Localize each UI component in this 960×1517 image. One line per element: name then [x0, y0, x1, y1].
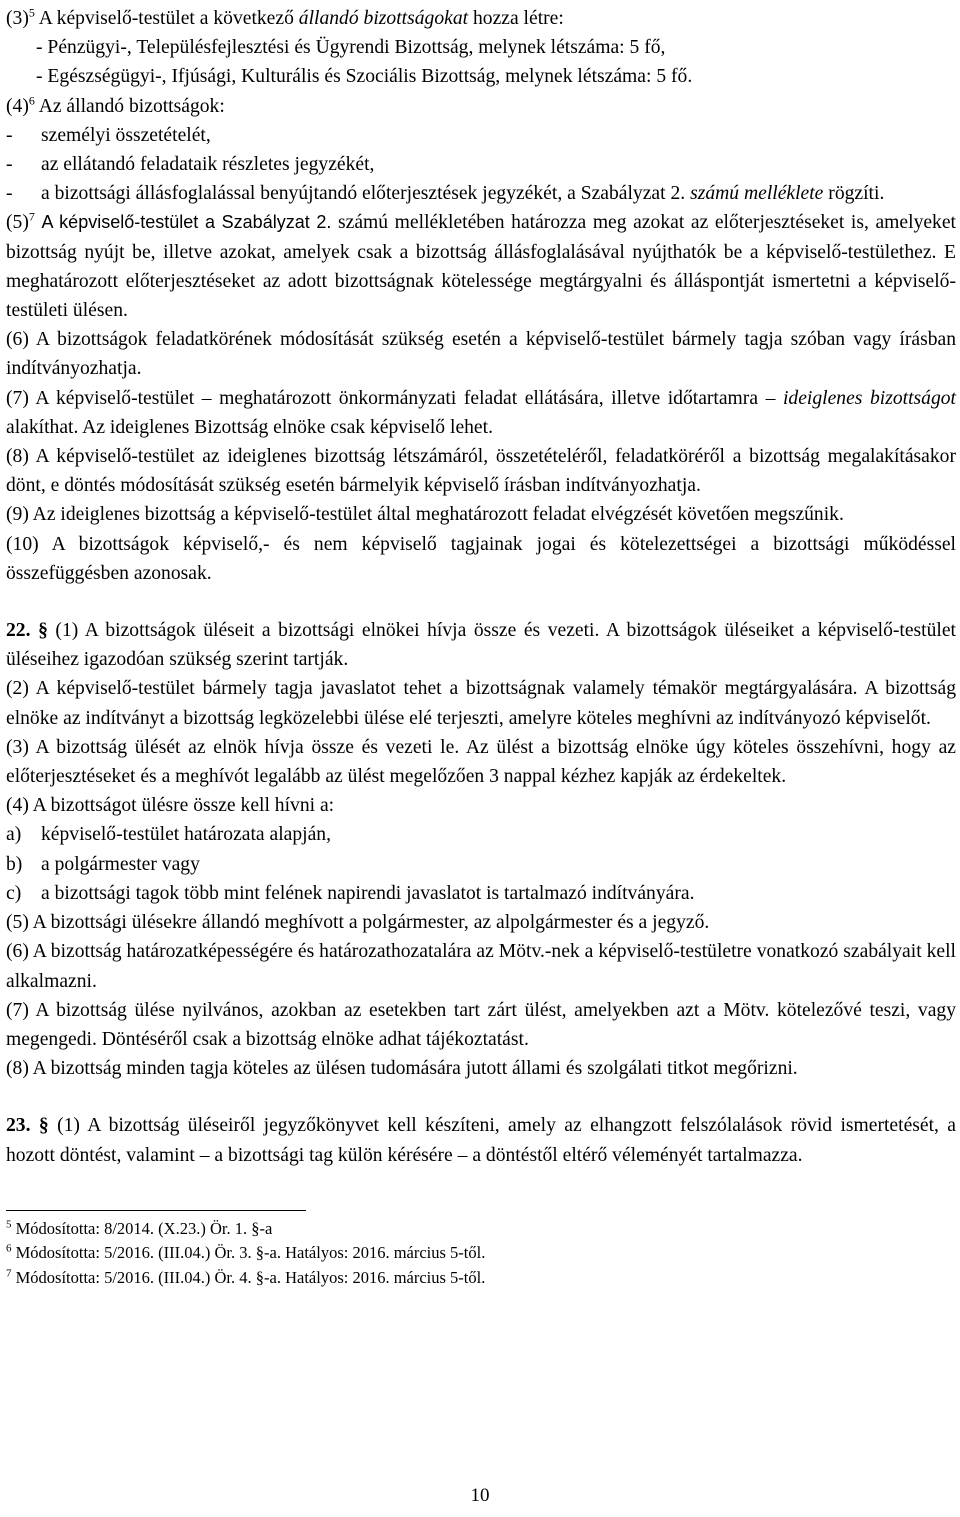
section-22-paragraph-4: (4) A bizottságot ülésre össze kell hívni a: — [6, 795, 335, 817]
paragraph-10: (10) A bizottságok képviselő,- és nem képviselő tagjainak jogai és kötelezettségei a bizottsági működéssel összefüggésben azonosak. — [6, 533, 956, 584]
document-page — [6, 4, 956, 1290]
list-item: a) képviselő-testület határozata alapján, — [6, 820, 956, 849]
list-item: b) a polgármester vagy — [6, 850, 956, 879]
footnote-ref[interactable]: 7 — [28, 209, 35, 224]
footnote: $^5$ Módosította: 8/2014. (X.23.) Ör. 1. §-a — [6, 1218, 273, 1238]
committee-item: - Egészségügyi-, Ifjúsági, Kulturális és Szociális Bizottság, melynek létszáma: 5 fő. — [36, 66, 693, 88]
page-number: 10 — [470, 1485, 490, 1506]
section-22-paragraph-5: (5) A bizottsági ülésekre állandó meghívott a polgármester, az alpolgármester és a jegyző. — [6, 912, 710, 934]
paragraph-8: (8) A képviselő-testület az ideiglenes bizottság létszámáról, összetételéről, feladatköréről a bizottság megalakításakor dönt, e döntés módosítását szükség esetén bármelyik képviselő írásban indítványozhatja. — [6, 446, 956, 497]
section-sign: § — [38, 620, 48, 642]
section-22-paragraph-1: 22. § (1) A bizottságok üléseit a bizottsági elnökei hívja össze és vezeti. A bizottságok üléseiket a képviselő-testület üléseihez igazodóan szükség szerint tartják. — [6, 620, 957, 671]
dash-marker: - — [6, 183, 13, 205]
section-23-paragraph-1: 23. § (1) A bizottság üléseiről jegyzőkönyvet kell készíteni, amely az elhangzott felszólalások rövid ismertetését, a hozott döntést, valamint – a bizottsági tag külön kérésére – a döntéstől eltérő véleményét tartalmazza. — [6, 1115, 957, 1166]
section-22-paragraph-3: (3) A bizottság ülését az elnök hívja össze és vezeti le. Az ülést a bizottság elnöke úgy köteles összehívni, hogy az előterjesztéseket és a meghívót legalább az ülést megelőzően 3 nappal kézhez kapják az érdekeltek. — [6, 736, 956, 788]
paragraph-3: $(3)^5$ A képviselő-testület a következő állandó bizottságokat hozza létre: — [6, 5, 564, 29]
list-marker: a) — [6, 824, 22, 846]
section-sign: § — [38, 1115, 49, 1137]
section-22-paragraph-7: (7) A bizottság ülése nyilvános, azokban az esetekben tart zárt ülést, amelyekben azt a Mötv. kötelezővé teszi, vagy megengedi. Döntéséről csak a bizottság elnöke adhat tájékoztatást. — [6, 999, 956, 1050]
paragraph-6: (6) A bizottságok feladatkörének módosítását szükség esetén a képviselő-testület bármely tagja szóban vagy írásban indítványozhatja. — [6, 329, 956, 380]
footnote-divider — [6, 1210, 306, 1211]
list-item: - a bizottsági állásfoglalással benyújtandó előterjesztések jegyzékét, a Szabályzat 2. számú melléklete rögzíti. — [6, 179, 956, 208]
list-item: - az ellátandó feladataik részletes jegyzékét, — [6, 150, 956, 179]
list-marker: c) — [6, 882, 22, 904]
dash-marker: - — [6, 124, 13, 146]
paragraph-number: (3) — [6, 8, 29, 29]
section-22-paragraph-6: (6) A bizottság határozatképességére és határozathozatalára az Mötv.-nek a képviselő-testületre vonatkozó szabályait kell alkalmazni. — [6, 941, 956, 992]
paragraph-9: (9) Az ideiglenes bizottság a képviselő-testület által meghatározott feladat elvégzését követően megszűnik. — [6, 504, 844, 526]
list-item: c) a bizottsági tagok több mint felének napirendi javaslatot is tartalmazó indítványára. — [6, 879, 956, 908]
section-22-paragraph-2: (2) A képviselő-testület bármely tagja javaslatot tehet a bizottságnak valamely témakör megtárgyalására. A bizottság elnöke az indítványt a bizottság legközelebbi ülése elé terjeszti, amelyre köteles meghívni az indítványozó képviselőt. — [6, 678, 956, 729]
section-number: 23. — [6, 1115, 31, 1137]
footnote: $^6$ Módosította: 5/2016. (III.04.) Ör. 3. §-a. Hatályos: 2016. március 5-től. — [6, 1242, 486, 1263]
paragraph-4: $(4)^6$ Az állandó bizottságok: — [6, 93, 225, 117]
committee-item: - Pénzügyi-, Településfejlesztési és Ügyrendi Bizottság, melynek létszáma: 5 fő, — [36, 37, 666, 59]
dash-marker: - — [6, 154, 13, 176]
list-marker: b) — [6, 853, 23, 875]
footnote-ref[interactable]: 5 — [28, 5, 35, 20]
footnote: $^7$ Módosította: 5/2016. (III.04.) Ör. 4. §-a. Hatályos: 2016. március 5-től. — [6, 1267, 486, 1287]
list-item: - személyi összetételét, — [6, 121, 956, 150]
footnote-ref[interactable]: 6 — [28, 93, 35, 108]
section-number: 22. — [6, 620, 31, 642]
paragraph-5: $(5)^7$ A képviselő-testület a Szabályzat 2. számú mellékletében határozza meg azokat az előterjesztéseket is, amelyeket bizottság nyújt be, illetve azokat, amelyek csak a bizottság állásfoglalásával nyújthatók be a képviselő-testülethez. E meghatározott előterjesztéseket az adott bizottságnak kötelessége megtárgyalni és álláspontját ismertetni a képviselő-testületi ülésen. — [6, 209, 956, 322]
section-22-paragraph-8: (8) A bizottság minden tagja köteles az ülésen tudomására jutott állami és szolgálati titkot megőrizni. — [6, 1058, 798, 1080]
paragraph-7: (7) A képviselő-testület – meghatározott önkormányzati feladat ellátására, illetve időtartamra – ideiglenes bizottságot alakíthat. Az ideiglenes Bizottság elnöke csak képviselő lehet. — [6, 387, 956, 438]
